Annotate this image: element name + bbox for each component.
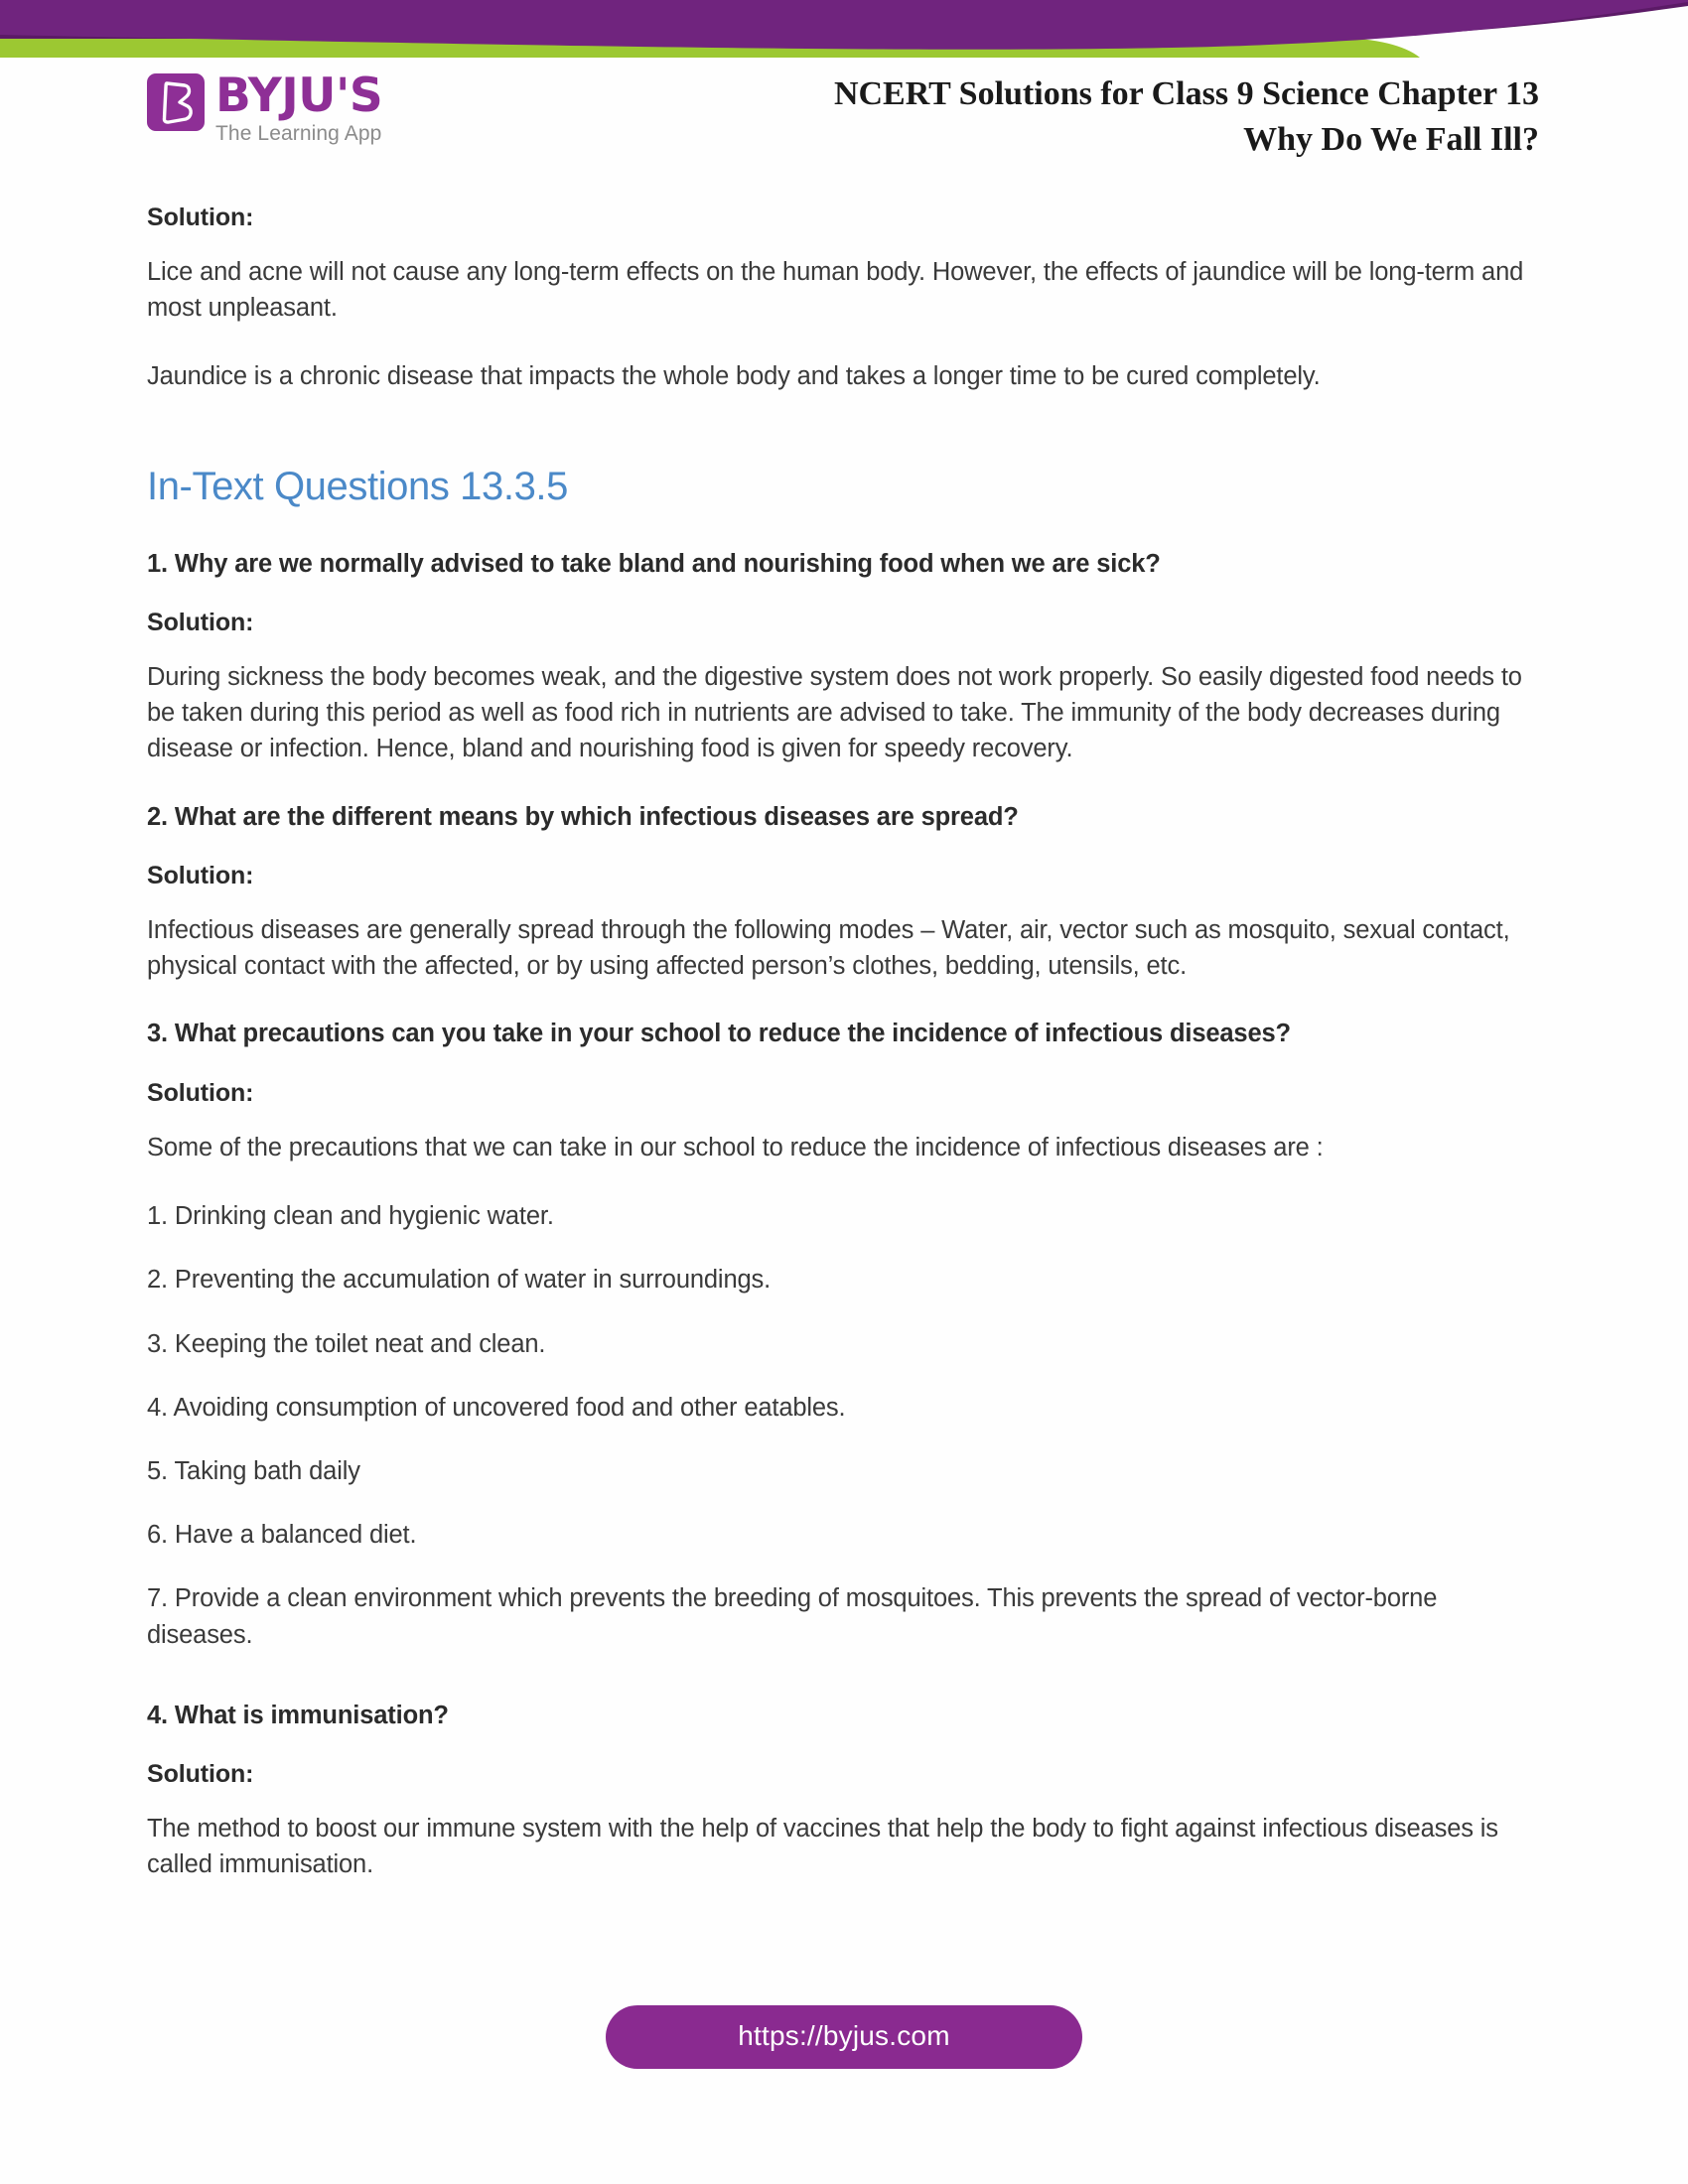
list-item: 1. Drinking clean and hygienic water. <box>147 1202 554 1231</box>
green-band-shape <box>0 38 1420 58</box>
byjus-url-button[interactable]: https://byjus.com <box>606 2005 1082 2069</box>
question-4: 4. What is immunisation? <box>147 1701 449 1729</box>
purple-separator-line <box>0 0 1688 39</box>
list-item: 5. Taking bath daily <box>147 1456 360 1485</box>
question-1: 1. Why are we normally advised to take bland and nourishing food when we are sick? <box>147 549 1161 578</box>
byjus-logo[interactable] <box>147 68 383 146</box>
list-item: 7. Provide a clean environment which prevents the breeding of mosquitoes. This prevents the spread of vector-borne diseases. <box>147 1584 1438 1649</box>
purple-band-shape <box>0 0 1688 50</box>
question-4-solution-label: Solution: <box>147 1760 254 1789</box>
section-heading: In-Text Questions 13.3.5 <box>147 464 568 508</box>
question-1-answer: During sickness the body becomes weak, and the digestive system does not work properly. So easily digested food needs to be taken during this period as well as food rich in nutrients are advised to take. The immunity of the body decreases during disease or infection. Hence, bland and nourishing food is given for speedy recovery. <box>147 663 1522 763</box>
logo-tagline: The Learning App <box>215 122 382 146</box>
question-4-answer: The method to boost our immune system with the help of vaccines that help the body to fight against infectious diseases is called immunisation. <box>147 1815 1498 1879</box>
intro-paragraph-1: Lice and acne will not cause any long-term effects on the human body. However, the effects of jaundice will be long-term and most unpleasant. <box>147 258 1524 323</box>
intro-solution-label: Solution: <box>147 204 254 231</box>
page-title-line-1: NCERT Solutions for Class 9 Science Chapter 13 <box>833 75 1539 112</box>
document-content <box>147 204 1542 1916</box>
footer <box>0 2005 1688 2069</box>
list-item: 6. Have a balanced diet. <box>147 1521 417 1550</box>
masthead <box>0 62 1688 181</box>
list-item: 2. Preventing the accumulation of water in surroundings. <box>147 1266 772 1295</box>
logo-wordmark: BYJU'S <box>215 68 383 123</box>
byjus-b-icon <box>147 73 205 131</box>
question-2-answer: Infectious diseases are generally spread through the following modes – Water, air, vector such as mosquito, sexual contact, physical contact with the affected, or by using affected person’s clothes, bedding, utensils, etc. <box>147 916 1510 981</box>
question-1-solution-label: Solution: <box>147 609 254 637</box>
question-2-solution-label: Solution: <box>147 862 254 890</box>
question-3-answer-intro: Some of the precautions that we can take in our school to reduce the incidence of infectious diseases are : <box>147 1133 1324 1161</box>
question-3-solution-label: Solution: <box>147 1078 254 1107</box>
question-2: 2. What are the different means by which infectious diseases are spread? <box>147 802 1019 831</box>
spacer <box>147 1681 1542 1699</box>
list-item: 4. Avoiding consumption of uncovered food and other eatables. <box>147 1393 846 1422</box>
intro-paragraph-2: Jaundice is a chronic disease that impacts the whole body and takes a longer time to be cured completely. <box>147 362 1321 391</box>
page-title <box>834 71 1539 163</box>
page-title-line-2: Why Do We Fall Ill? <box>1243 120 1539 158</box>
question-3: 3. What precautions can you take in your school to reduce the incidence of infectious diseases? <box>147 1020 1291 1048</box>
list-item: 3. Keeping the toilet neat and clean. <box>147 1329 546 1358</box>
